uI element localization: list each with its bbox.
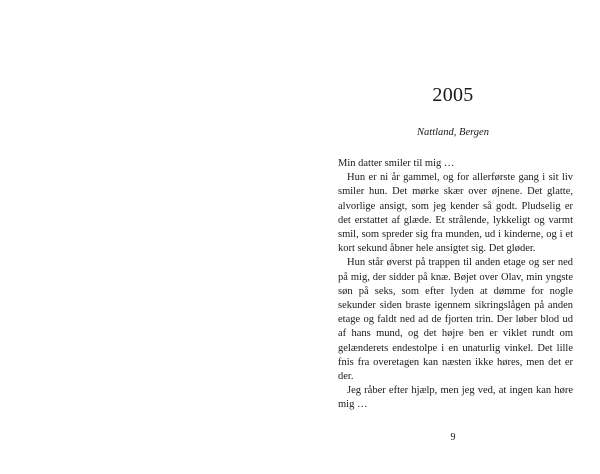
- paragraph: Hun står øverst på trappen til anden etage og ser ned på mig, der sidder på knæ. Bøjet over Olav, min yngste søn på seks, som efter lyden at dømme for nogle sekunder siden braste igennem sikringslågen på anden etage og faldt ned ad de fjorten trin. Der løber blod ud af hans mund, og det højre ben er viklet rundt om gelænderets endestolpe i en unaturlig vinkel. Det lille fnis fra overetagen kan næsten ikke høres, men det er der.: [338, 257, 573, 383]
- paragraph: Jeg råber efter hjælp, men jeg ved, at ingen kan høre mig …: [338, 385, 573, 411]
- body-text: [338, 157, 573, 413]
- page-number: 9: [450, 432, 456, 443]
- chapter-location: Nattland, Bergen: [417, 127, 489, 138]
- paragraph: Min datter smiler til mig …: [338, 158, 455, 169]
- paragraph: Hun er ni år gammel, og for allerførste gang i sit liv smiler hun. Det mørke skær over øjnene. Det glatte, alvorlige ansigt, som jeg kender så godt. Pludselig er det erstattet af glæde. Et strålende, lykkeligt og varmt smil, som spreder sig fra munden, ud i kinderne, og i et kort sekund åbner hele ansigtet sig. Det gløder.: [338, 172, 573, 255]
- right-page: [300, 0, 600, 474]
- chapter-title: 2005: [432, 84, 474, 106]
